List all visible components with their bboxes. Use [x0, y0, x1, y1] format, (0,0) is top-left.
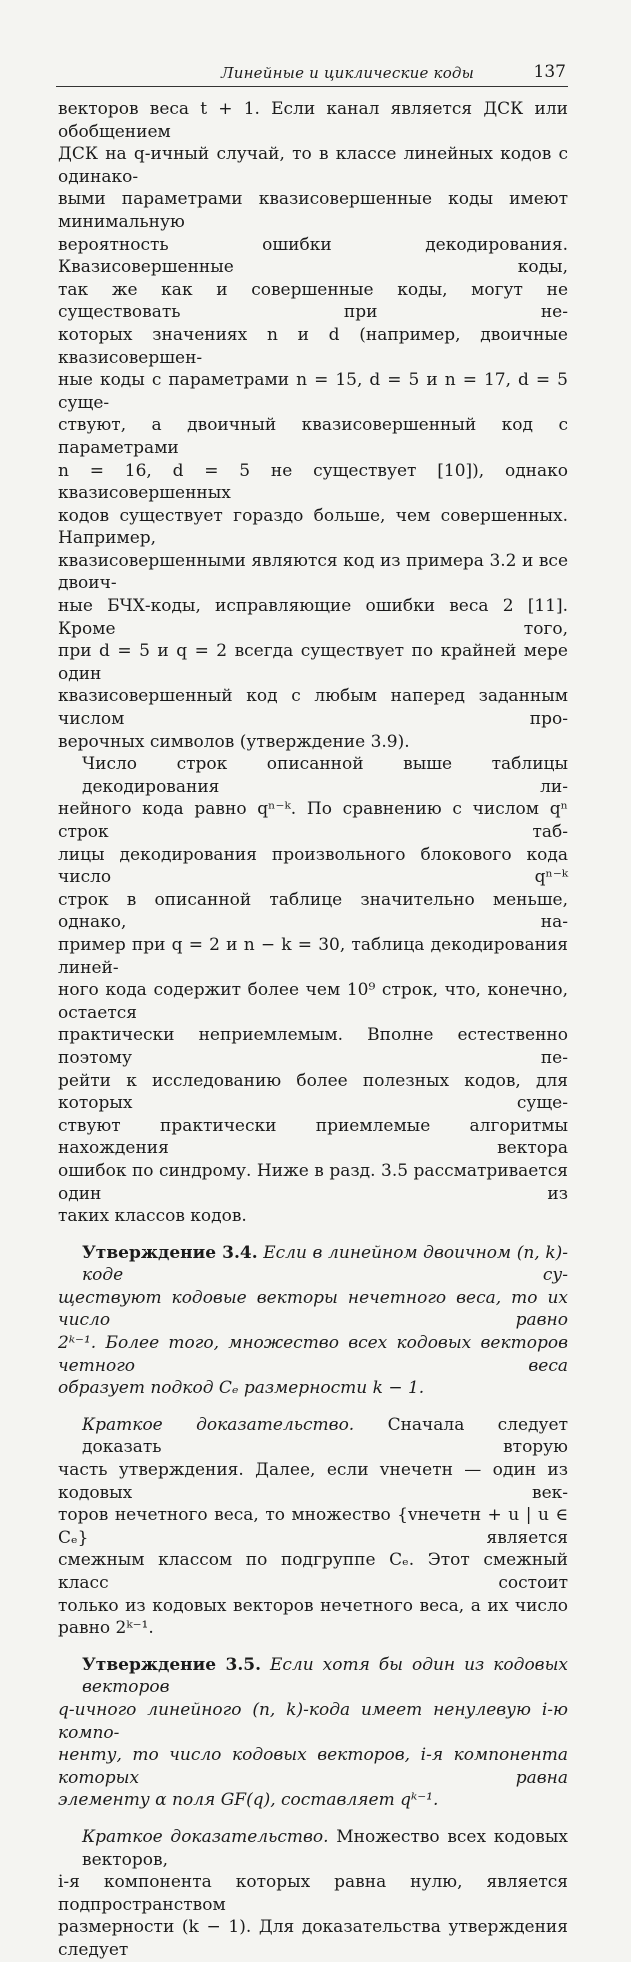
text-line: квазисовершенный код с любым наперед заданным числом про-: [58, 686, 568, 730]
text-line: которых значениях n и d (например, двоичные квазисовершен-: [58, 324, 568, 368]
text-line: равно 2ᵏ⁻¹.: [58, 1618, 154, 1639]
chapter-title: Линейные и циклические коды: [221, 64, 475, 82]
text-line: ствуют, а двоичный квазисовершенный код с параметрами: [58, 415, 568, 458]
paragraph-2: [58, 753, 568, 1227]
text-line: таких классов кодов.: [58, 1206, 247, 1227]
text-line: [58, 1826, 568, 1871]
text-line: [58, 1414, 568, 1459]
text-line: ные БЧХ-коды, исправляющие ошибки веса 2 [11]. Кроме того,: [58, 596, 568, 639]
text-line: ошибок по синдрому. Ниже в разд. 3.5 рассматривается один из: [58, 1160, 568, 1204]
text-line: [58, 1242, 568, 1287]
proof-3-5: [58, 1826, 568, 1962]
text-line: ществуют кодовые векторы нечетного веса, то их число равно: [58, 1287, 568, 1331]
text-line: образует подкод Cₑ размерности k − 1.: [58, 1378, 425, 1399]
proof-text: Сначала следует доказать вторую: [82, 1414, 568, 1458]
text-line: квазисовершенными являются код из примера 3.2 и все двоич-: [58, 550, 568, 594]
text-line: q-ичного линейного (n, k)-кода имеет ненулевую i-ю компо-: [58, 1699, 568, 1743]
text-line: только из кодовых векторов нечетного веса, а их число: [58, 1595, 568, 1616]
text-line: так же как и совершенные коды, могут не существовать при не-: [58, 279, 568, 323]
text-line: ствуют практически приемлемые алгоритмы нахождения вектора: [58, 1115, 568, 1159]
statement-label: Утверждение 3.5.: [82, 1654, 261, 1675]
text-line: вероятность ошибки декодирования. Квазисовершенные коды,: [58, 234, 568, 278]
text-line: торов нечетного веса, то множество {vнечетн + u | u ∈ Cₑ} является: [58, 1505, 568, 1548]
page-number: 137: [533, 62, 566, 82]
text-line: 2ᵏ⁻¹. Более того, множество всех кодовых векторов четного веса: [58, 1333, 568, 1376]
statement-3-5: [58, 1654, 568, 1812]
statement-text: Если в линейном двоичном (n, k)-коде су-: [82, 1242, 568, 1286]
text-line: i-я компонента которых равна нулю, является подпространством: [58, 1872, 568, 1915]
proof-label: Краткое доказательство.: [82, 1826, 329, 1847]
text-line: практически неприемлемым. Вполне естественно поэтому пе-: [58, 1025, 568, 1068]
text-line: векторов веса t + 1. Если канал является ДСК или обобщением: [58, 99, 568, 142]
statement-3-4: [58, 1242, 568, 1400]
text-line: ДСК на q-ичный случай, то в классе линейных кодов с одинако-: [58, 144, 568, 187]
text-line: Число строк описанной выше таблицы декодирования ли-: [82, 754, 568, 797]
text-line: n = 16, d = 5 не существует [10]), однако квазисовершенных: [58, 460, 568, 504]
proof-label: Краткое доказательство.: [82, 1414, 355, 1435]
proof-3-4: [58, 1414, 568, 1640]
statement-text: Если хотя бы один из кодовых векторов: [82, 1654, 569, 1698]
text-line: пример при q = 2 и n − k = 30, таблица декодирования линей-: [58, 934, 568, 978]
text-line: [58, 1654, 568, 1699]
proof-text: Множество всех кодовых векторов,: [82, 1826, 568, 1870]
text-line: верочных символов (утверждение 3.9).: [58, 731, 410, 752]
text-line: лицы декодирования произвольного блокового кода число qⁿ⁻ᵏ: [58, 844, 568, 888]
text-line: ного кода содержит более чем 10⁹ строк, что, конечно, остается: [58, 980, 568, 1023]
text-line: выми параметрами квазисовершенные коды имеют минимальную: [58, 189, 568, 232]
page-body: [58, 98, 568, 1962]
text-line: кодов существует гораздо больше, чем совершенных. Например,: [58, 505, 568, 549]
text-line: ненту, то число кодовых векторов, i-я компонента которых равна: [58, 1745, 568, 1788]
text-line: при d = 5 и q = 2 всегда существует по крайней мере один: [58, 641, 568, 684]
text-line: смежным классом по подгруппе Cₑ. Этот смежный класс состоит: [58, 1550, 568, 1593]
text-line: нейного кода равно qⁿ⁻ᵏ. По сравнению с числом qⁿ строк таб-: [58, 799, 568, 842]
text-line: ные коды с параметрами n = 15, d = 5 и n = 17, d = 5 суще-: [58, 370, 568, 413]
paragraph-1: [58, 98, 568, 753]
text-line: строк в описанной таблице значительно меньше, однако, на-: [58, 889, 568, 933]
text-line: размерности (k − 1). Для доказательства утверждения следует: [58, 1917, 568, 1960]
statement-label: Утверждение 3.4.: [82, 1242, 258, 1263]
text-line: часть утверждения. Далее, если vнечетн — один из кодовых век-: [58, 1460, 568, 1503]
text-line: элементу α поля GF(q), составляет qᵏ⁻¹.: [58, 1790, 439, 1811]
running-header: [56, 60, 568, 87]
text-line: рейти к исследованию более полезных кодов, для которых суще-: [58, 1070, 568, 1114]
